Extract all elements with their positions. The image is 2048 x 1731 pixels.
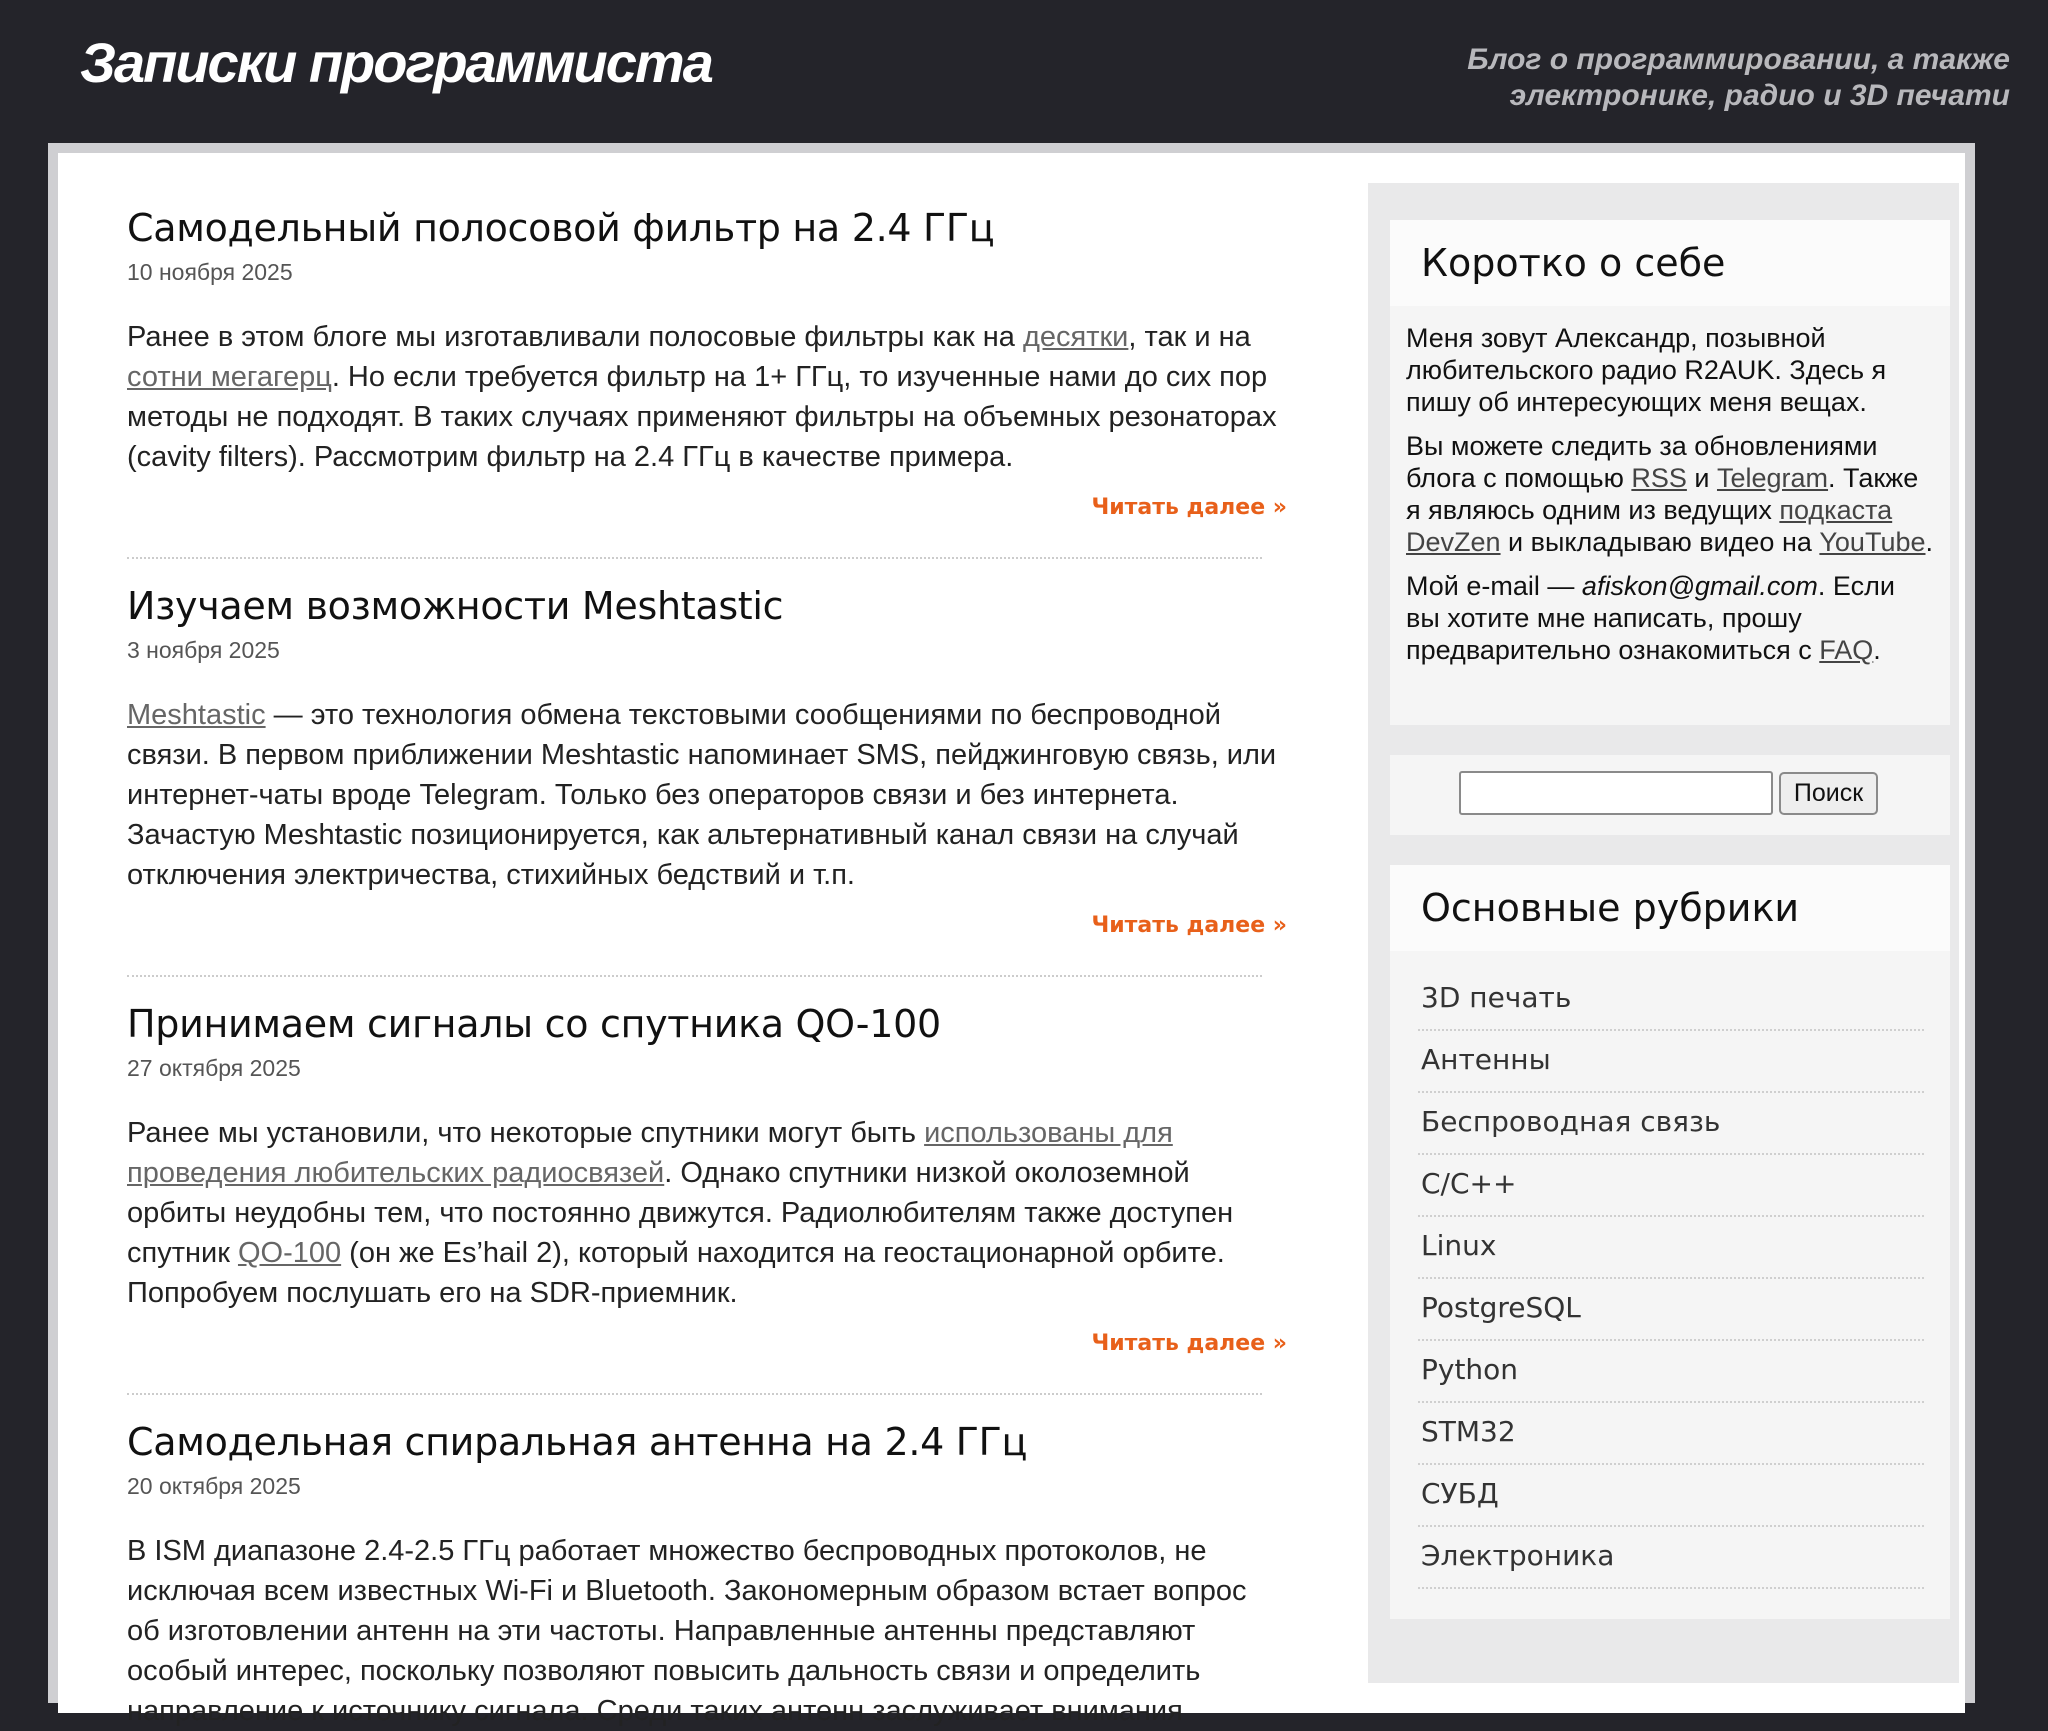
youtube-link[interactable]: YouTube [1819,527,1926,557]
about-title: Коротко о себе [1390,220,1950,306]
about-follow-text: и выкладываю видео на [1500,527,1820,557]
site-title[interactable]: Записки программиста [80,31,712,94]
category-link-linux[interactable]: Linux [1421,1229,1497,1262]
email-address: afiskon@gmail.com [1581,571,1818,601]
post-link-meshtastic[interactable]: Meshtastic [127,699,266,731]
post-text: Ранее мы установили, что некоторые спутники могут быть [127,1117,925,1149]
post [127,1419,1287,1731]
post-date: 20 октября 2025 [127,1473,301,1499]
search-widget [1390,755,1950,835]
site-description-line-1: Блог о программировании, а также [1467,43,2010,76]
post-text: , так и на [1128,321,1251,353]
category-item [1418,1465,1924,1527]
read-more-link[interactable]: Читать далее » [1091,495,1287,520]
site-header [0,0,2048,143]
post-text: . Но если требуется фильтр на 1+ ГГц, то изученные нами до сих пор методы не подходят. В таких случаях применяют фильтры на объемных резонаторах (cavity filters). Рассмотрим фильтр на 2.4 ГГц в качестве примера. [127,361,1277,473]
about-follow [1406,430,1934,558]
about-contact-text: Мой e-mail — [1406,571,1582,601]
category-item [1418,1341,1924,1403]
main-content [127,205,1287,1731]
category-link-antennas[interactable]: Антенны [1421,1043,1551,1076]
faq-link[interactable]: FAQ [1819,635,1874,665]
telegram-link[interactable]: Telegram [1716,463,1829,493]
post-date: 10 ноября 2025 [127,259,293,285]
category-link-electronics[interactable]: Электроника [1421,1539,1615,1572]
rss-link[interactable]: RSS [1631,463,1687,493]
post-excerpt [127,317,1287,477]
post-text: В ISM диапазоне 2.4-2.5 ГГц работает множество беспроводных протоколов, не исключая всем известных Wi-Fi и Bluetooth. Закономерным образом встает вопрос об изготовлении антенн на эти частоты. Направленные антенны представляют особый интерес, поскольку позволяют повысить дальность связи и определить направление к источнику сигнала. Среди таких антенн заслуживает внимания [127,1535,1247,1727]
about-follow-text: . [1925,527,1934,557]
post-title[interactable]: Изучаем возможности Meshtastic [127,584,784,628]
category-item [1418,1217,1924,1279]
category-item [1418,1093,1924,1155]
category-link-wireless[interactable]: Беспроводная связь [1421,1105,1721,1138]
category-item [1418,1403,1924,1465]
post-separator [127,975,1262,977]
category-link-stm32[interactable]: STM32 [1421,1415,1516,1448]
read-more-row [127,489,1287,539]
categories-widget [1390,865,1950,1619]
about-intro: Меня зовут Александр, позывной любительского радио R2AUK. Здесь я пишу об интересующих меня вещах. [1406,323,1887,417]
site-description [1250,42,2010,114]
post-link-radiosvyazi[interactable]: использованы для проведения любительских радиосвязей [127,1117,1173,1189]
about-contact [1406,570,1934,666]
post-excerpt [127,1113,1287,1313]
sidebar [1368,183,1959,1683]
about-text [1390,306,1950,702]
read-more-row [127,1325,1287,1375]
category-item [1418,1155,1924,1217]
post-title[interactable]: Самодельный полосовой фильтр на 2.4 ГГц [127,206,995,250]
about-follow-text: и [1686,463,1717,493]
post [127,583,1287,977]
about-follow-text: Вы можете следить за обновлениями блога с помощью [1406,431,1878,493]
read-more-link[interactable]: Читать далее » [1091,1331,1287,1356]
post-text: — это технология обмена текстовыми сообщениями по беспроводной связи. В первом приближении Meshtastic напоминает SMS, пейджинговую связь, или интернет-чаты вроде Telegram. Только без операторов связи и без интернета. Зачастую Meshtastic позиционируется, как альтернативный канал связи на случай отключения электричества, стихийных бедствий и т.п. [127,699,1277,891]
search-input[interactable] [1459,771,1773,815]
post-date: 3 ноября 2025 [127,637,280,663]
post-title[interactable]: Принимаем сигналы со спутника QO-100 [127,1002,941,1046]
post-text: . Однако спутники низкой околоземной орбиты неудобны тем, что постоянно движутся. Радиолюбителям также доступен спутник [127,1157,1234,1269]
post-link-sotni-megagerts[interactable]: сотни мегагерц [127,361,332,393]
category-link-c-cpp[interactable]: C/C++ [1421,1167,1517,1200]
category-link-postgresql[interactable]: PostgreSQL [1421,1291,1581,1324]
post [127,1001,1287,1395]
read-more-link[interactable]: Читать далее » [1091,913,1287,938]
post-title[interactable]: Самодельная спиральная антенна на 2.4 ГГц [127,1420,1028,1464]
post-text: Ранее в этом блоге мы изготавливали полосовые фильтры как на [127,321,1023,353]
post [127,205,1287,559]
post-excerpt [127,695,1287,895]
categories-list [1390,951,1950,1603]
post-link-desyatki[interactable]: десятки [1022,321,1129,353]
post-separator [127,557,1262,559]
post-excerpt [127,1531,1287,1731]
post-separator [127,1393,1262,1395]
category-item [1418,969,1924,1031]
category-link-python[interactable]: Python [1421,1353,1519,1386]
category-item [1418,1031,1924,1093]
read-more-row [127,907,1287,957]
about-widget [1390,220,1950,725]
post-date: 27 октября 2025 [127,1055,301,1081]
about-follow-text: . Также я являюсь одним из ведущих [1406,463,1919,525]
categories-title: Основные рубрики [1390,865,1950,951]
category-link-dbms[interactable]: СУБД [1421,1477,1499,1510]
category-item [1418,1279,1924,1341]
about-contact-text: . Если вы хотите мне написать, прошу предварительно ознакомиться с [1406,571,1895,665]
category-item [1418,1527,1924,1589]
devzen-link[interactable]: подкаста DevZen [1406,495,1893,557]
about-contact-text: . [1873,635,1881,665]
post-text: (он же Es’hail 2), который находится на геостационарной орбите. Попробуем послушать его на SDR-приемник. [127,1237,1225,1309]
site-description-line-2: электронике, радио и 3D печати [1509,79,2010,112]
category-link-3d-printing[interactable]: 3D печать [1421,981,1572,1014]
post-link-qo-100[interactable]: QO-100 [237,1237,342,1269]
search-button[interactable]: Поиск [1779,772,1878,815]
